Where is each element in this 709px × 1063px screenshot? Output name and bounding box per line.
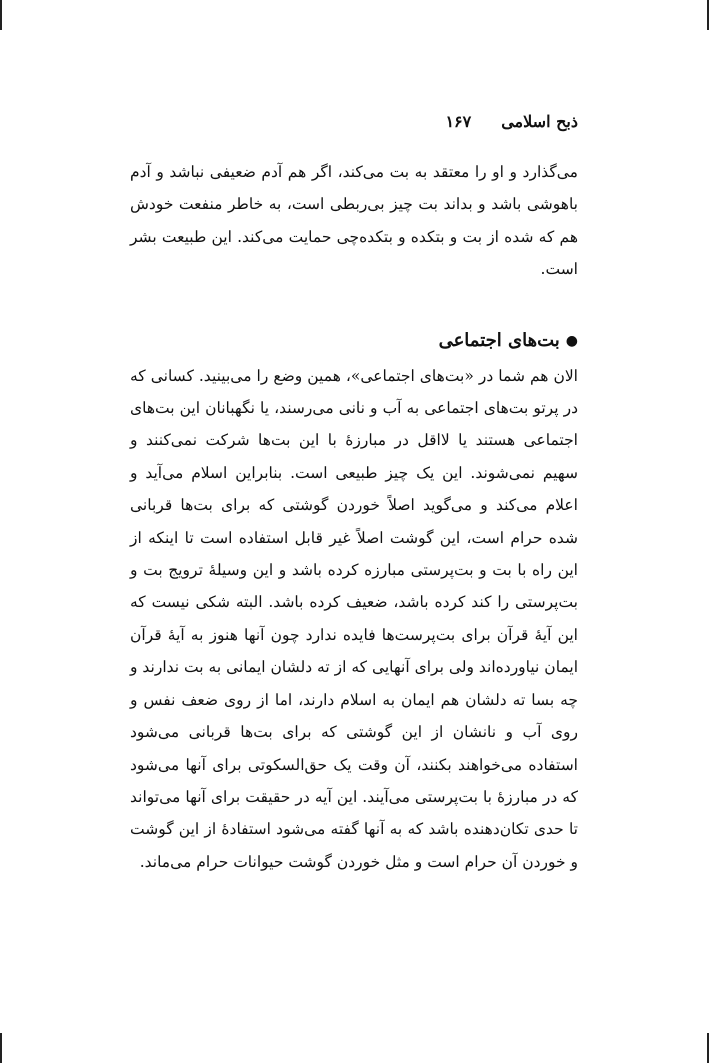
- section-title: بت‌های اجتماعی: [438, 329, 560, 351]
- intro-paragraph: می‌گذارد و او را معتقد به بت می‌کند، اگر هم آدم ضعیفی نباشد و آدم باهوشی باشد و بداند بت چیز بی‌ربطی است، به خاطر منفعت خودش هم که شده از بت و بتکده و بتکده‌چی حمایت می‌کند. این طبیعت بشر است.: [130, 163, 578, 279]
- running-title: ذبح اسلامی: [501, 112, 578, 131]
- section-heading: [130, 326, 578, 356]
- crop-mark-top-left-vertical: [0, 0, 2, 30]
- book-page: [130, 112, 578, 878]
- running-header: [130, 112, 578, 142]
- bullet-icon: ●: [565, 332, 578, 349]
- crop-mark-bottom-left-vertical: [0, 1033, 2, 1063]
- section-paragraph: الان هم شما در «بت‌های اجتماعی»، همین وضع را می‌بینید. کسانی که در پرتو بت‌های اجتماعی به آب و نانی می‌رسند، یا نگهبانان این بت‌های اجتماعی هستند یا لااقل در مبارزهٔ با این بت‌ها شرکت نمی‌کنند و سهیم نمی‌شوند. این یک چیز طبیعی است. بنابراین اسلام می‌آید و اعلام می‌کند و می‌گوید اصلاً خوردن گوشتی که برای بت‌ها قربانی شده حرام است، این گوشت اصلاً غیر قابل استفاده است تا اینکه از این راه با بت و بت‌پرستی مبارزه کرده باشد و این وسیلهٔ ترویج بت و بت‌پرستی را کند کرده باشد، ضعیف کرده باشد. البته شکی نیست که این آیهٔ قرآن برای بت‌پرست‌ها فایده ندارد چون آنها هنوز به آیهٔ قرآن ایمان نیاورده‌اند ولی برای آنهایی که از ته دلشان ایمانی به بت ندارند و چه بسا ته دلشان هم ایمان به اسلام دارند، اما از روی ضعف نفس و روی آب و نانشان از این گوشتی که برای بت‌ها قربانی می‌شود استفاده می‌خواهند بکنند، آن وقت یک حق‌السکوتی برای آنها می‌شود که در مبارزهٔ با بت‌پرستی می‌آیند. این آیه در حقیقت برای آنها می‌تواند تا حدی تکان‌دهنده باشد که به آنها گفته می‌شود استفادهٔ از این گوشت و خوردن آن حرام است و مثل خوردن گوشت حیوانات حرام می‌ماند.: [130, 366, 578, 871]
- page-number: ۱۶۷: [445, 112, 472, 131]
